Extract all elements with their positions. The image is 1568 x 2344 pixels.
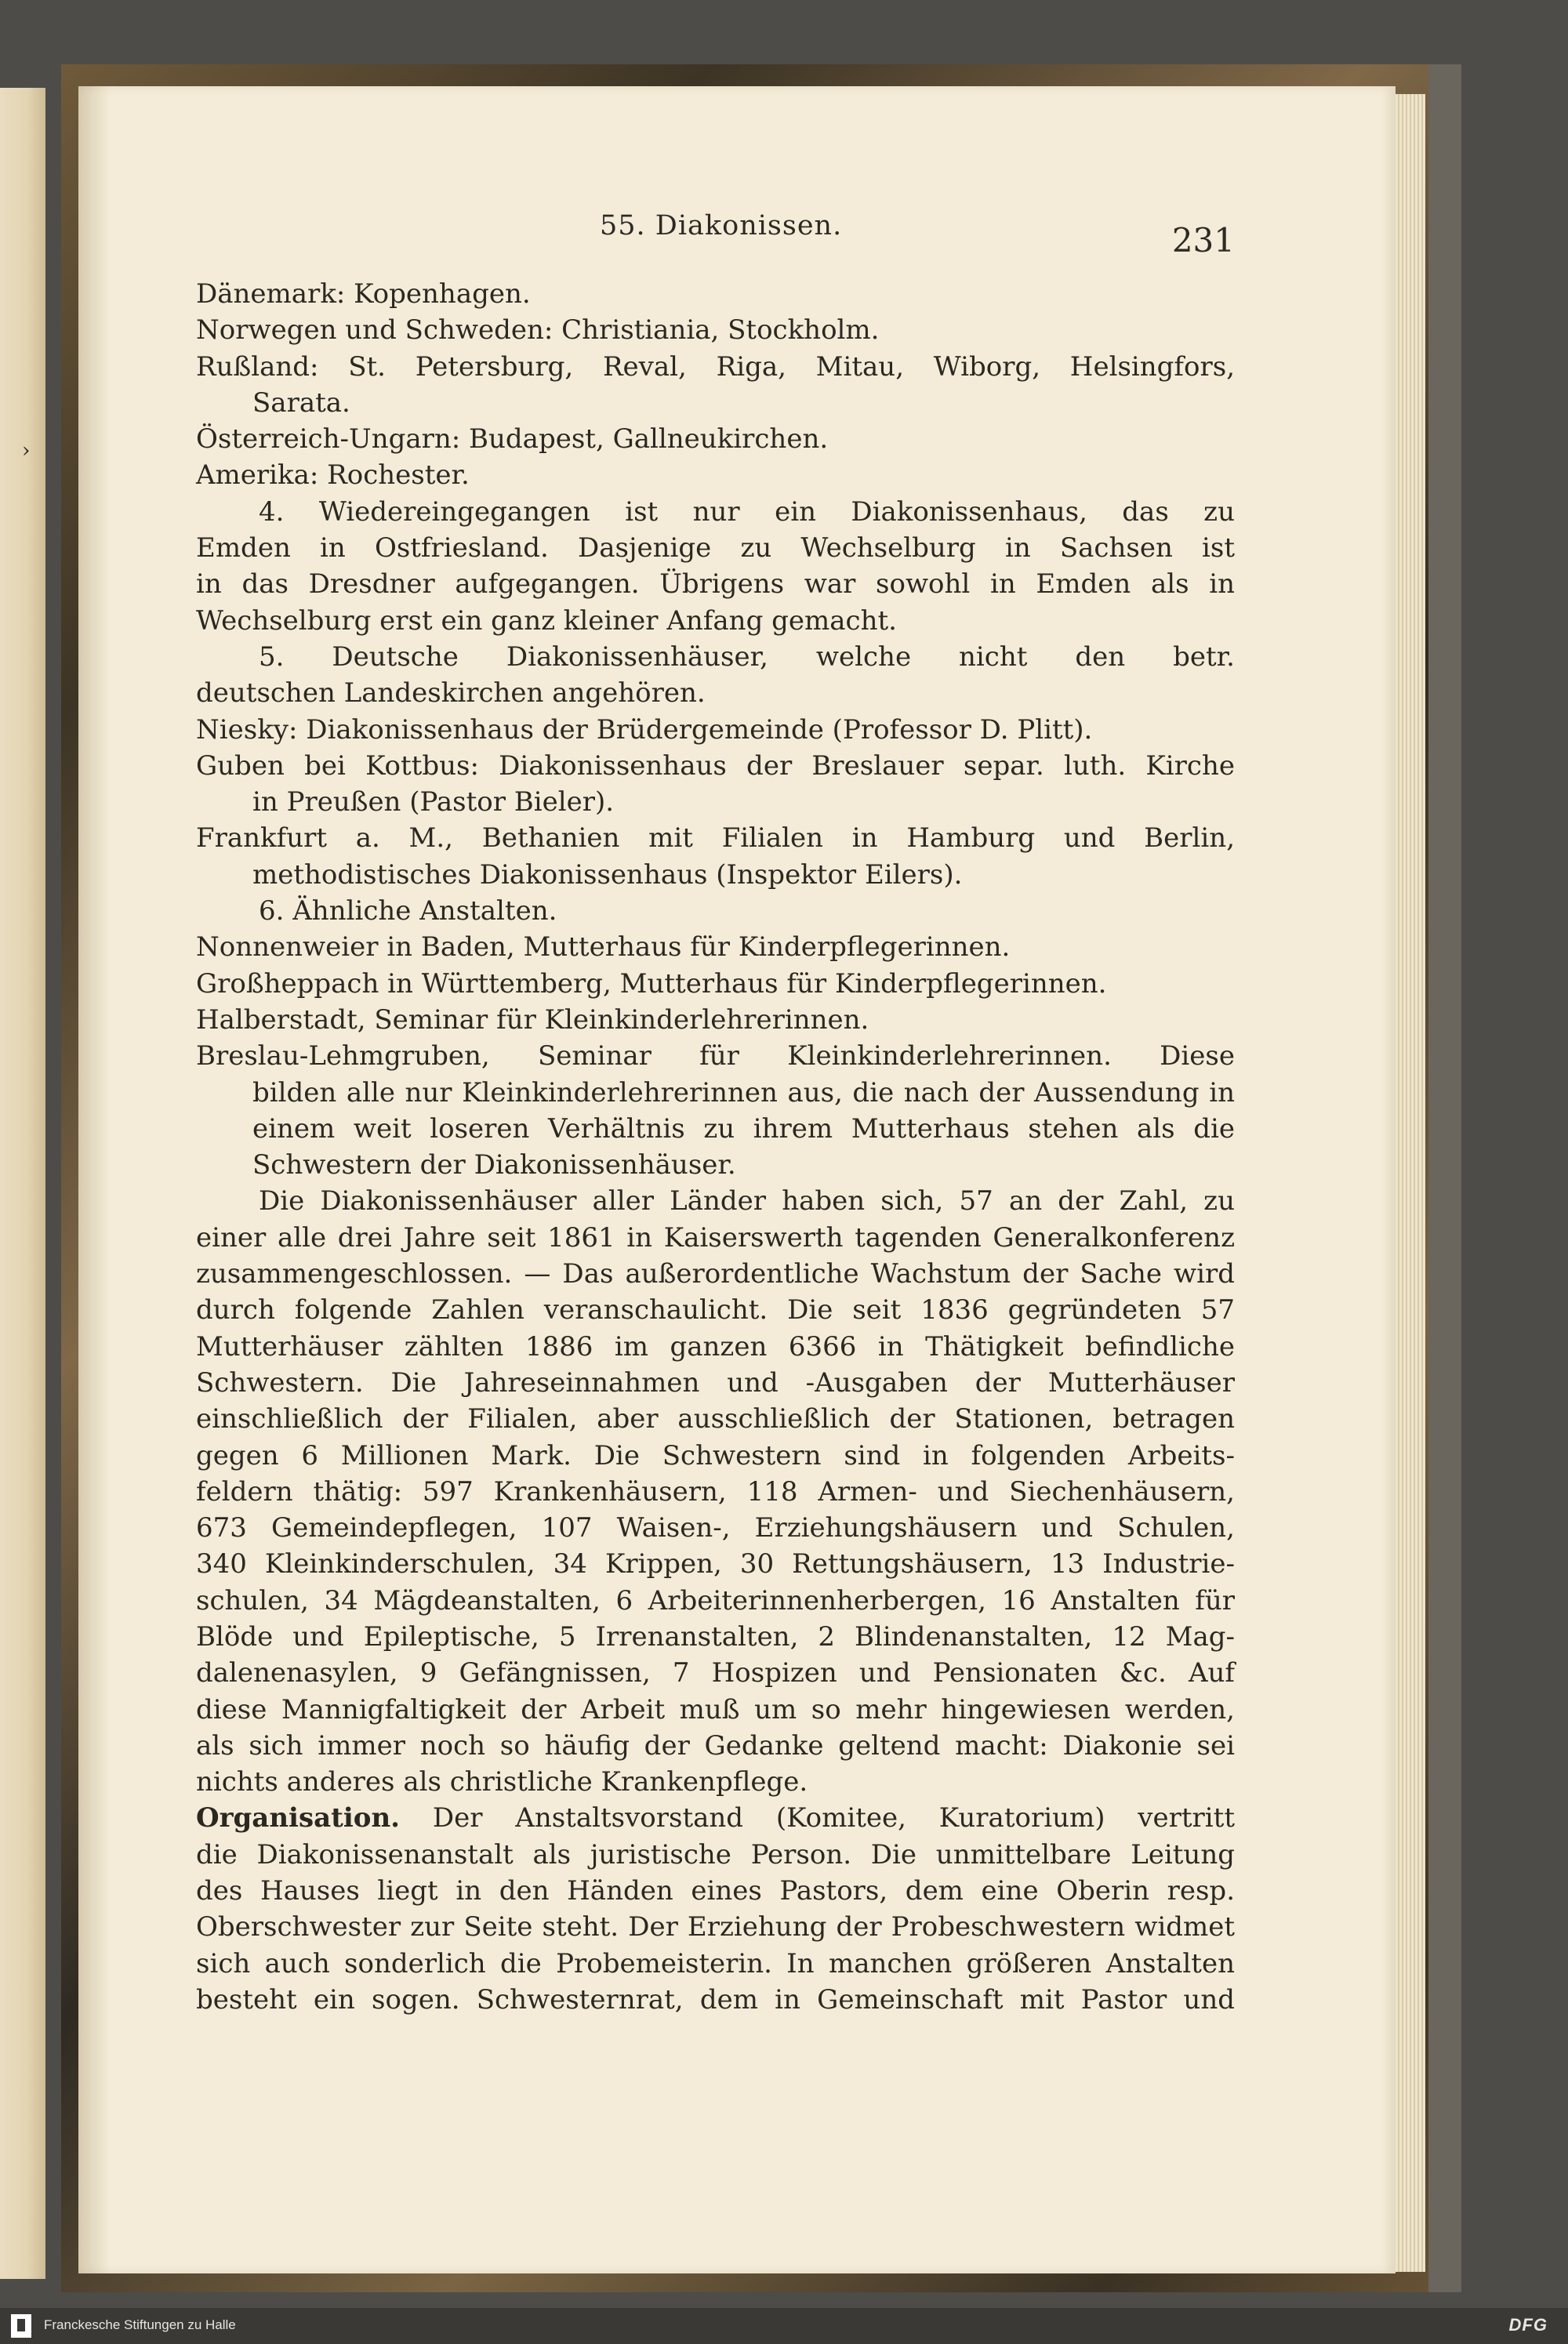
line-text: als sich immer noch so häufig der Gedanke geltend macht: Diakonie sei <box>196 1729 1235 1762</box>
line-text: Dänemark: Kopenhagen. <box>196 278 531 310</box>
line-text: besteht ein sogen. Schwesternrat, dem in Gemeinschaft mit Pastor und <box>196 1983 1235 2016</box>
line-text: 4. Wiedereingegangen ist nur ein Diakonissenhaus, das zu <box>259 495 1235 528</box>
page-number: 231 <box>1171 221 1235 259</box>
text-line <box>196 312 1235 348</box>
text-line <box>196 1365 1235 1401</box>
line-text: Frankfurt a. M., Bethanien mit Filialen in Hamburg und Berlin, <box>196 822 1235 855</box>
text-line <box>196 1728 1235 1764</box>
text-line <box>196 349 1235 385</box>
text-line <box>196 675 1235 711</box>
line-text: schulen, 34 Mägdeanstalten, 6 Arbeiterinnenherbergen, 16 Anstalten für <box>196 1584 1235 1616</box>
text-line <box>196 1546 1235 1582</box>
line-text: Wechselburg erst ein ganz kleiner Anfang gemacht. <box>196 604 897 637</box>
text-line <box>196 1692 1235 1728</box>
text-line <box>196 1946 1235 1982</box>
text-line <box>196 1401 1235 1437</box>
text-line <box>196 1438 1235 1474</box>
text-line <box>196 1183 1235 1219</box>
line-text: Halberstadt, Seminar für Kleinkinderlehrerinnen. <box>196 1003 869 1036</box>
line-text: feldern thätig: 597 Krankenhäusern, 118 Armen- und Siechenhäusern, <box>196 1475 1235 1508</box>
line-text: bilden alle nur Kleinkinderlehrerinnen aus, die nach der Aussendung in <box>252 1076 1235 1109</box>
line-text: Niesky: Diakonissenhaus der Brüdergemeinde (Professor D. Plitt). <box>196 713 1093 746</box>
line-text: des Hauses liegt in den Händen eines Pastors, dem eine Oberin resp. <box>196 1875 1235 1907</box>
line-text: einer alle drei Jahre seit 1861 in Kaiserswerth tagenden Generalkonferenz <box>196 1221 1235 1254</box>
line-text: sich auch sonderlich die Probemeisterin. In manchen größeren Anstalten <box>196 1947 1235 1979</box>
text-line <box>196 1474 1235 1510</box>
text-line <box>196 1800 1235 1836</box>
text-line <box>196 1147 1235 1183</box>
text-line <box>196 712 1235 748</box>
line-text: gegen 6 Millionen Mark. Die Schwestern sind in folgenden Arbeits- <box>196 1439 1235 1471</box>
text-line <box>196 530 1235 566</box>
line-text: Schwestern. Die Jahreseinnahmen und -Ausgaben der Mutterhäuser <box>196 1366 1235 1399</box>
text-line <box>196 421 1235 457</box>
line-text: 5. Deutsche Diakonissenhäuser, welche nicht den betr. <box>259 640 1235 673</box>
page-header <box>196 210 1235 257</box>
line-text: methodistisches Diakonissenhaus (Inspektor Eilers). <box>252 858 963 891</box>
line-text: Österreich-Ungarn: Budapest, Gallneukirchen. <box>196 423 829 455</box>
line-text: Amerika: Rochester. <box>196 459 470 492</box>
line-text: nichts anderes als christliche Krankenpflege. <box>196 1766 808 1798</box>
line-text: Der Anstaltsvorstand (Komitee, Kuratorium) vertritt <box>432 1802 1236 1834</box>
line-text: Blöde und Epileptische, 5 Irrenanstalten, 2 Blindenanstalten, 12 Mag- <box>196 1620 1235 1653</box>
line-text: durch folgende Zahlen veranschaulicht. Die seit 1836 gegründeten 57 <box>196 1294 1235 1326</box>
line-text: diese Mannigfaltigkeit der Arbeit muß um so mehr hingewiesen werden, <box>196 1693 1235 1725</box>
line-text: 673 Gemeindepflegen, 107 Waisen-, Erziehungshäusern und Schulen, <box>196 1512 1235 1544</box>
text-line <box>196 1002 1235 1038</box>
line-text: Sarata. <box>252 386 350 419</box>
text-line <box>196 1292 1235 1328</box>
line-text: Guben bei Kottbus: Diakonissenhaus der Breslauer separ. luth. Kirche <box>196 749 1235 782</box>
section-lead: Organisation. <box>196 1802 400 1834</box>
line-text: 340 Kleinkinderschulen, 34 Krippen, 30 Rettungshäusern, 13 Industrie- <box>196 1548 1235 1580</box>
text-line <box>196 639 1235 675</box>
margin-mark: › <box>22 439 31 463</box>
line-text: Emden in Ostfriesland. Dasjenige zu Wechselburg in Sachsen ist <box>196 532 1235 564</box>
text-line <box>196 1038 1235 1074</box>
text-line <box>196 1909 1235 1945</box>
text-line <box>196 603 1235 639</box>
line-text: Schwestern der Diakonissenhäuser. <box>252 1149 736 1181</box>
text-line <box>196 1075 1235 1111</box>
text-line <box>196 1619 1235 1655</box>
text-line <box>196 820 1235 856</box>
text-line <box>196 1111 1235 1147</box>
line-text: einschließlich der Filialen, aber ausschließlich der Stationen, betragen <box>196 1403 1235 1435</box>
text-line <box>196 1256 1235 1292</box>
viewer-footer <box>0 2308 1568 2344</box>
text-line <box>196 893 1235 929</box>
cover-spine-cloth <box>1428 64 1461 2292</box>
line-text: in Preußen (Pastor Bieler). <box>252 786 615 818</box>
text-line <box>196 1764 1235 1800</box>
line-text: Norwegen und Schweden: Christiania, Stockholm. <box>196 314 880 347</box>
dfg-logo: DFG <box>1508 2315 1548 2335</box>
text-line <box>196 966 1235 1002</box>
facing-page-edge <box>0 88 45 2279</box>
institution-name: Franckesche Stiftungen zu Halle <box>44 2317 236 2332</box>
body-text <box>196 276 1235 2018</box>
text-line <box>196 1220 1235 1256</box>
line-text: deutschen Landeskirchen angehören. <box>196 677 706 709</box>
text-line <box>196 1837 1235 1873</box>
text-line <box>196 566 1235 602</box>
line-text: Die Diakonissenhäuser aller Länder haben sich, 57 an der Zahl, zu <box>259 1185 1235 1217</box>
text-line <box>196 748 1235 784</box>
text-line <box>196 784 1235 820</box>
line-text: zusammengeschlossen. — Das außerordentliche Wachstum der Sache wird <box>196 1258 1235 1290</box>
text-line <box>196 1655 1235 1691</box>
text-line <box>196 385 1235 421</box>
text-line <box>196 457 1235 493</box>
line-text: Breslau-Lehmgruben, Seminar für Kleinkinderlehrerinnen. Diese <box>196 1040 1235 1072</box>
text-line <box>196 276 1235 312</box>
running-head: 55. Diakonissen. <box>600 210 843 241</box>
text-line <box>196 1873 1235 1909</box>
line-text: Großheppach in Württemberg, Mutterhaus für Kinderpflegerinnen. <box>196 967 1107 1000</box>
line-text: Mutterhäuser zählten 1886 im ganzen 6366 in Thätigkeit befindliche <box>196 1330 1235 1362</box>
line-text: Oberschwester zur Seite steht. Der Erziehung der Probeschwestern widmet <box>196 1911 1235 1943</box>
text-line <box>196 1510 1235 1546</box>
text-line <box>196 1982 1235 2018</box>
text-line <box>196 1329 1235 1365</box>
line-text: die Diakonissenanstalt als juristische Person. Die unmittelbare Leitung <box>196 1838 1235 1870</box>
text-line <box>196 1583 1235 1619</box>
text-line <box>196 857 1235 893</box>
institution-logo-icon <box>11 2314 31 2338</box>
line-text: Rußland: St. Petersburg, Reval, Riga, Mitau, Wiborg, Helsingfors, <box>196 350 1235 383</box>
line-text: einem weit loseren Verhältnis zu ihrem Mutterhaus stehen als die <box>252 1112 1235 1145</box>
text-line <box>196 494 1235 530</box>
line-text: 6. Ähnliche Anstalten. <box>259 895 557 927</box>
line-text: Nonnenweier in Baden, Mutterhaus für Kinderpflegerinnen. <box>196 931 1011 963</box>
text-line <box>196 929 1235 965</box>
gutter-shadow <box>78 86 110 2273</box>
line-text: dalenenasylen, 9 Gefängnissen, 7 Hospizen und Pensionaten &c. Auf <box>196 1657 1235 1689</box>
line-text: in das Dresdner aufgegangen. Übrigens war sowohl in Emden als in <box>196 568 1235 601</box>
